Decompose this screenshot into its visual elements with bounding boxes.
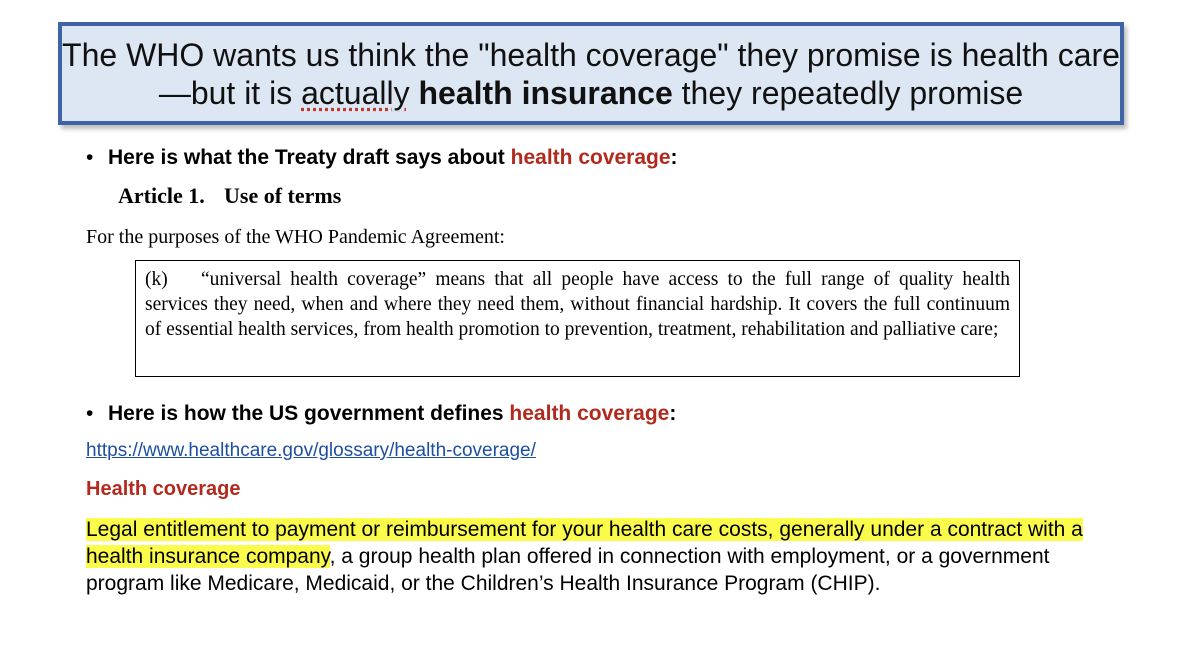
- bullet-marker: •: [86, 402, 94, 425]
- clause-label: (k): [145, 269, 168, 290]
- bullet-us-suffix: :: [669, 402, 677, 425]
- title-underlined-word: actually: [301, 74, 410, 111]
- bullet-us-government: [86, 402, 676, 426]
- article-number: Article 1.: [118, 183, 205, 208]
- treaty-definition-box: [135, 260, 1020, 377]
- title-part2: they repeatedly promise: [672, 74, 1024, 111]
- bullet-us-highlight: health coverage: [509, 402, 670, 425]
- article-heading: [118, 183, 341, 209]
- title-part1: The WHO wants us think the "health coverage" they promise is health care—but it is: [62, 36, 1120, 111]
- title-bold-phrase: health insurance: [418, 74, 673, 111]
- bullet-treaty-highlight: health coverage: [510, 146, 671, 169]
- bullet-treaty: [86, 146, 678, 170]
- title-box: [58, 22, 1124, 125]
- healthcare-gov-link[interactable]: https://www.healthcare.gov/glossary/health-coverage/: [86, 440, 536, 461]
- treaty-intro: For the purposes of the WHO Pandemic Agreement:: [86, 226, 505, 248]
- bullet-us-text: Here is how the US government defines: [108, 402, 510, 425]
- definition-remainder: , a group health plan offered in connection with employment, or a government program like Medicare, Medicaid, or the Children’s Health Insurance Program (CHIP).: [86, 545, 1050, 595]
- us-definition-text: [86, 516, 1116, 597]
- health-coverage-heading: Health coverage: [86, 478, 241, 500]
- article-title: Use of terms: [224, 183, 342, 208]
- slide-title: [62, 36, 1120, 112]
- bullet-treaty-suffix: :: [670, 146, 678, 169]
- clause-text: “universal health coverage” means that all people have access to the full range of quality health services they need, when and where they need them, without financial hardship. It covers the full continuum of essential health services, from health promotion to prevention, treatment, rehabilitation and palliative care;: [145, 269, 1010, 340]
- bullet-treaty-text: Here is what the Treaty draft says about: [108, 146, 511, 169]
- highlighted-definition: Legal entitlement to payment or reimbursement for your health care costs, generally under a contract with a health insurance company: [86, 518, 1083, 568]
- bullet-marker: •: [86, 146, 94, 169]
